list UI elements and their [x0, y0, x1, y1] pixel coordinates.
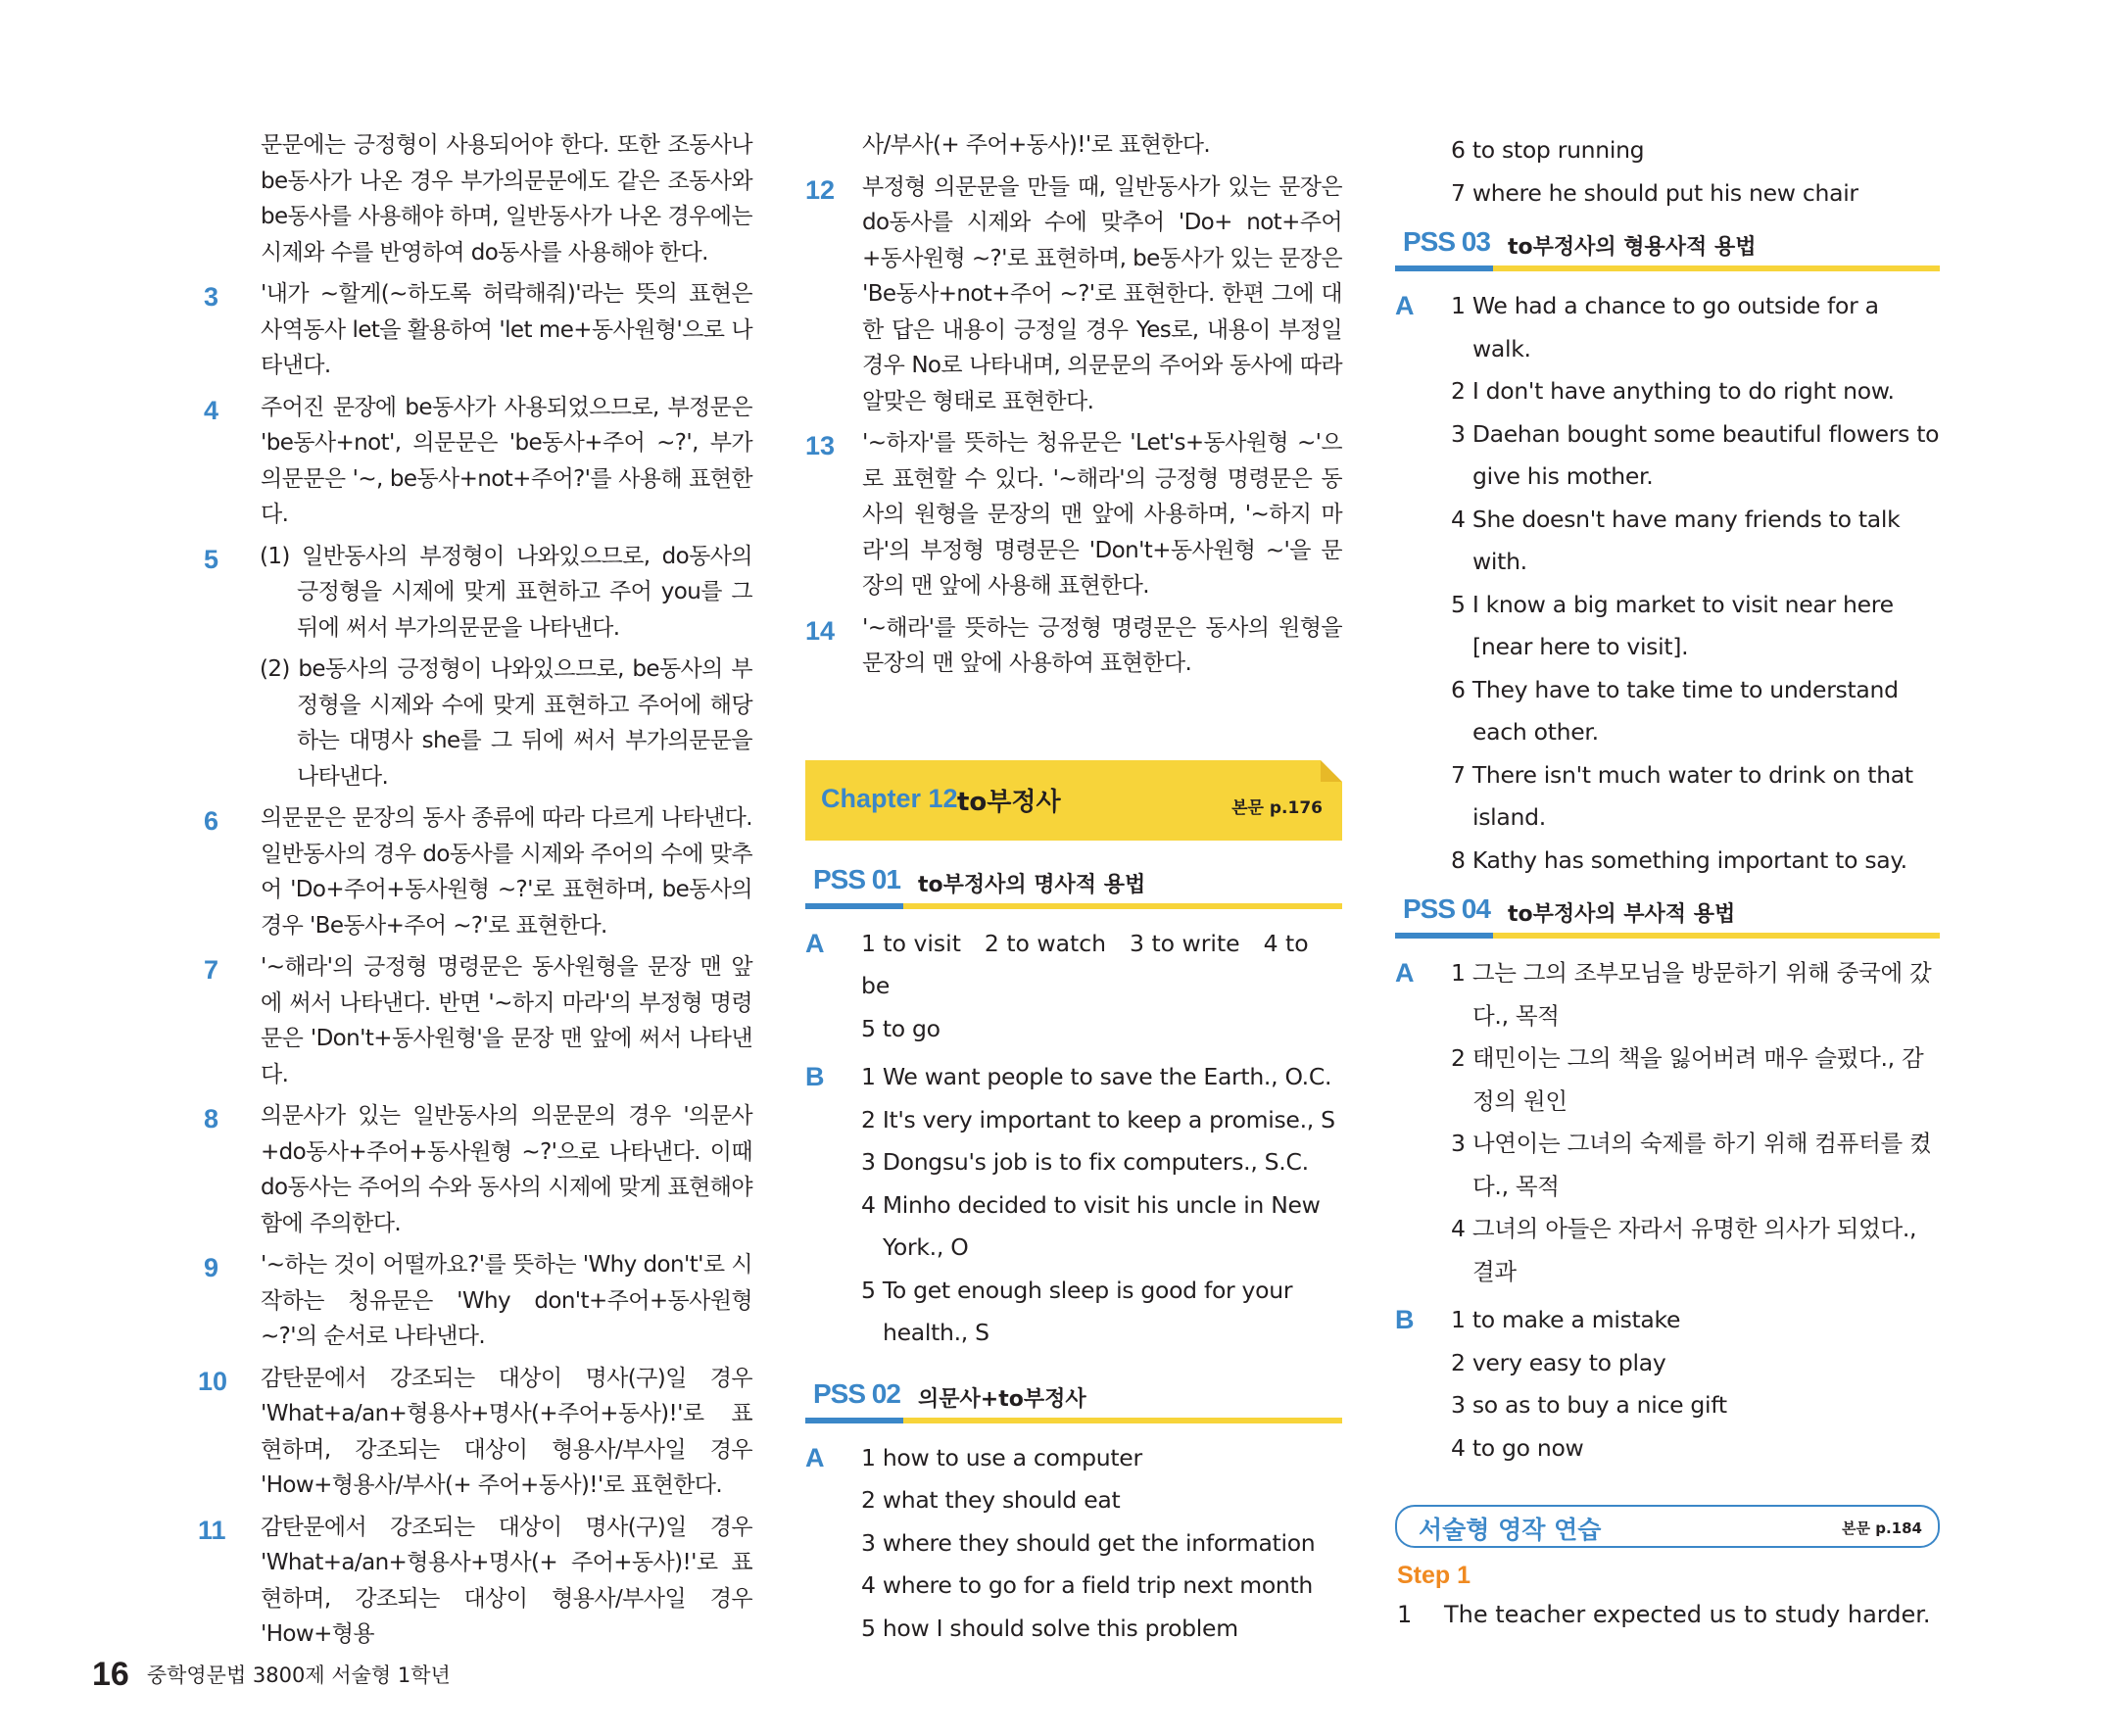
answer-3: 3 나연이는 그녀의 숙제를 하기 위해 컴퓨터를 켰다., 목적	[1451, 1130, 1932, 1200]
step-answer-line	[1395, 1594, 1940, 1635]
explanation-9	[204, 1247, 752, 1355]
pss01-group-a	[805, 923, 1342, 1051]
item-number: 3	[204, 282, 219, 312]
pss-title: to부정사의 부사적 용법	[1508, 902, 1736, 927]
header-underline-yellow	[903, 1418, 1342, 1423]
answer-1: 1 We had a chance to go outside for a walk.	[1451, 292, 1879, 362]
answer-8: 8 Kathy has something important to say.	[1451, 845, 1907, 874]
pss02-group-a	[805, 1437, 1342, 1651]
answer-4: 4 She doesn't have many friends to talk with.	[1451, 505, 1901, 575]
pss02-header	[805, 1373, 1342, 1423]
group-letter: B	[1395, 1305, 1415, 1334]
page-number: 16	[92, 1656, 129, 1693]
pss04-header	[1395, 888, 1940, 939]
step-label: Step 1	[1397, 1562, 1471, 1589]
answer-4: 4 where to go for a field trip next month	[861, 1571, 1314, 1599]
answer-7: 7 where he should put his new chair	[1451, 178, 1858, 207]
answer-4: 4 그녀의 아들은 자라서 유명한 의사가 되었다., 결과	[1451, 1215, 1917, 1285]
header-underline-blue	[805, 903, 903, 909]
pss-title: to부정사의 형용사적 용법	[1508, 235, 1757, 260]
explanation-12	[805, 169, 1342, 420]
answer-2: 2 It's very important to keep a promise., S	[861, 1105, 1335, 1133]
chapter-page-ref: 본문 p.176	[1231, 797, 1323, 818]
answer-2: 2 태민이는 그의 책을 잃어버려 매우 슬펐다., 감정의 원인	[1451, 1044, 1924, 1115]
answer-4: 4 to go now	[1451, 1433, 1584, 1462]
answer-1: 1 We want people to save the Earth., O.C.	[861, 1063, 1332, 1090]
item-text: 감탄문에서 강조되는 대상이 명사(구)일 경우 'What+a/an+형용사+명사(+주어+동사)!'로 표현하며, 강조되는 대상이 형용사/부사일 경우 'How+형용사/부사(+ 주어+동사)!'로 표현한다.	[261, 1365, 752, 1498]
header-underline-blue	[805, 1418, 903, 1423]
answer-row	[861, 923, 1342, 1008]
paragraph-text: 문문에는 긍정형이 사용되어야 한다. 또한 조동사나 be동사가 나온 경우 부가의문문에도 같은 조동사와 be동사를 사용해야 하며, 일반동사가 나온 경우에는 시제와 수를 반영하여 do동사를 사용해야 한다.	[261, 132, 752, 265]
paragraph-text: 사/부사(+ 주어+동사)!'로 표현한다.	[862, 132, 1211, 158]
writing-practice-page-ref: 본문 p.184	[1842, 1519, 1922, 1537]
item-number: 4	[204, 395, 219, 425]
explanation-8	[204, 1098, 752, 1241]
answer-5: 5 To get enough sleep is good for your health., S	[861, 1276, 1293, 1346]
step-answer-text: The teacher expected us to study harder.	[1444, 1601, 1931, 1628]
item-text: 의문사가 있는 일반동사의 의문문의 경우 '의문사+do동사+주어+동사원형 ~?'으로 나타낸다. 이때 do동사는 주어의 수와 동사의 시제에 맞게 표현해야 함에 주의한다.	[261, 1103, 752, 1236]
item-text: '~해라'의 긍정형 명령문은 동사원형을 문장 맨 앞에 써서 나타낸다. 반면 '~하지 마라'의 부정형 명령문은 'Don't+동사원형'을 문장 맨 앞에 써서 나타낸다.	[261, 954, 752, 1087]
continuation-paragraph	[805, 127, 1342, 164]
explanation-13	[805, 425, 1342, 604]
item-text: '~하는 것이 어떨까요?'를 뜻하는 'Why don't'로 시작하는 청유문은 'Why don't+주어+동사원형 ~?'의 순서로 나타낸다.	[261, 1252, 752, 1349]
answer-6: 6 to stop running	[1451, 136, 1645, 164]
pss04-group-a	[1395, 952, 1940, 1293]
pss-label: PSS 03	[1403, 226, 1490, 257]
pss-label: PSS 01	[813, 863, 900, 894]
answer-3: 3 where they should get the information	[861, 1528, 1316, 1557]
explanation-4	[204, 390, 752, 533]
answer-5: 5 I know a big market to visit near here [near here to visit].	[1451, 590, 1894, 660]
writing-practice-header	[1395, 1505, 1940, 1548]
item-text: 주어진 문장에 be동사가 사용되었으므로, 부정문은 'be동사+not', 의문문은 'be동사+주어 ~?', 부가의문문은 '~, be동사+not+주어?'를 사용해 표현한다.	[261, 394, 752, 527]
answer-1: 1 how to use a computer	[861, 1443, 1142, 1471]
explanation-10	[198, 1361, 752, 1504]
header-underline-yellow	[1493, 933, 1940, 939]
pss-title: to부정사의 명사적 용법	[918, 872, 1146, 897]
answer-2: 2 I don't have anything to do right now.	[1451, 377, 1895, 405]
item-text: 감탄문에서 강조되는 대상이 명사(구)일 경우 'What+a/an+형용사+명사(+ 주어+동사)!'로 표현하며, 강조되는 대상이 형용사/부사일 경우 'How+형용	[261, 1514, 752, 1647]
item-number: 8	[204, 1104, 219, 1133]
column-1	[198, 127, 752, 1659]
page-footer	[92, 1656, 451, 1694]
answer-5: 5 to go	[861, 1014, 940, 1042]
column-2	[805, 127, 1342, 1656]
answer-2: 2 to watch	[984, 929, 1107, 957]
pss-title: 의문사+to부정사	[918, 1386, 1086, 1412]
item-number: 11	[198, 1515, 226, 1545]
explanation-7	[204, 949, 752, 1092]
writing-practice-title: 서술형 영작 연습	[1419, 1516, 1602, 1544]
answer-4: 4 Minho decided to visit his uncle in New York., O	[861, 1190, 1321, 1261]
chapter-label: Chapter 12	[821, 783, 958, 813]
step-answer-number: 1	[1397, 1601, 1413, 1628]
explanation-6	[204, 800, 752, 943]
item-number: 6	[204, 806, 219, 836]
item-number: 12	[805, 174, 836, 205]
pss-label: PSS 04	[1403, 893, 1490, 924]
item-number: 14	[805, 615, 836, 646]
answer-1: 1 그는 그의 조부모님을 방문하기 위해 중국에 갔다., 목적	[1451, 959, 1932, 1030]
intro-paragraph	[204, 127, 752, 270]
item-subtext-2: (2) be동사의 긍정형이 나와있으므로, be동사의 부정형을 시제와 수에 맞게 표현하고 주어에 해당하는 대명사 she를 그 뒤에 써서 부가의문문을 나타낸다.	[260, 656, 752, 790]
item-text: '~하자'를 뜻하는 청유문은 'Let's+동사원형 ~'으로 표현할 수 있다. '~해라'의 긍정형 명령문은 동사의 원형을 문장의 맨 앞에 사용하며, '~하지 마라'의 부정형 명령문은 'Don't+동사원형 ~'을 문장의 맨 앞에 사용해 표현한다.	[862, 430, 1342, 599]
item-number: 13	[805, 431, 836, 460]
item-text: '~해라'를 뜻하는 긍정형 명령문은 동사의 원형을 문장의 맨 앞에 사용하여 표현한다.	[862, 614, 1342, 676]
group-letter: A	[1395, 291, 1415, 320]
page-fold-corner	[1321, 760, 1342, 782]
answer-3: 3 Daehan bought some beautiful flowers to give his mother.	[1451, 419, 1940, 490]
group-letter: A	[805, 928, 825, 958]
item-number: 9	[204, 1253, 219, 1282]
pss03-header	[1395, 220, 1940, 271]
answer-2: 2 what they should eat	[861, 1486, 1121, 1514]
book-title: 중학영문법 3800제 서술형 1학년	[146, 1664, 451, 1687]
chapter-title: to부정사	[957, 787, 1061, 817]
pss03-group-a	[1395, 285, 1940, 882]
pss01-header	[805, 858, 1342, 909]
pss02-continued	[1395, 129, 1940, 215]
item-text: '내가 ~할게(~하도록 허락해줘)'라는 뜻의 표현은 사역동사 let을 활용하여 'let me+동사원형'으로 나타낸다.	[261, 281, 752, 378]
header-underline-blue	[1395, 933, 1493, 939]
explanation-14	[805, 610, 1342, 682]
answer-3: 3 to write	[1130, 929, 1240, 957]
answer-1: 1 to visit	[861, 929, 961, 957]
pss01-group-b	[805, 1056, 1342, 1355]
group-letter: A	[805, 1442, 825, 1472]
column-3	[1395, 129, 1940, 1635]
explanation-11	[198, 1510, 752, 1653]
answer-6: 6 They have to take time to understand each other.	[1451, 675, 1899, 746]
answer-3: 3 so as to buy a nice gift	[1451, 1391, 1727, 1419]
group-letter: B	[805, 1062, 825, 1091]
item-text: 부정형 의문문을 만들 때, 일반동사가 있는 문장은 do동사를 시제와 수에 맞추어 'Do+ not+주어+동사원형 ~?'로 표현하며, be동사가 있는 문장은 'Be동사+not+주어 ~?'로 표현한다. 한편 그에 대한 답은 내용이 긍정일 경우 Yes로, 내용이 부정일 경우 No로 나타내며, 의문문의 주어와 동사에 따라 알맞은 형태로 표현한다.	[862, 173, 1342, 414]
item-number: 5	[204, 544, 219, 574]
chapter-banner	[805, 760, 1342, 841]
explanation-3	[204, 276, 752, 384]
answer-3: 3 Dongsu's job is to fix computers., S.C.	[861, 1148, 1309, 1176]
item-text: 의문문은 문장의 동사 종류에 따라 다르게 나타낸다. 일반동사의 경우 do동사를 시제와 주어의 수에 맞추어 'Do+주어+동사원형 ~?'로 표현하며, be동사의 경우 'Be동사+주어 ~?'로 표현한다.	[261, 805, 752, 939]
item-number: 10	[198, 1366, 228, 1396]
pss04-group-b	[1395, 1299, 1940, 1470]
header-underline-yellow	[903, 903, 1342, 909]
answer-7: 7 There isn't much water to drink on that island.	[1451, 760, 1913, 831]
explanation-5	[204, 539, 752, 796]
pss-label: PSS 02	[813, 1377, 900, 1409]
answer-4: 4 to be	[861, 929, 1309, 999]
header-underline-yellow	[1493, 265, 1940, 271]
item-subtext-1: (1) 일반동사의 부정형이 나와있으므로, do동사의 긍정형을 시제에 맞게 표현하고 주어 you를 그 뒤에 써서 부가의문문을 나타낸다.	[260, 543, 752, 641]
answer-1: 1 to make a mistake	[1451, 1306, 1681, 1333]
answer-2: 2 very easy to play	[1451, 1348, 1666, 1376]
header-underline-blue	[1395, 265, 1493, 271]
item-number: 7	[204, 955, 219, 985]
group-letter: A	[1395, 958, 1415, 988]
answer-5: 5 how I should solve this problem	[861, 1614, 1238, 1642]
